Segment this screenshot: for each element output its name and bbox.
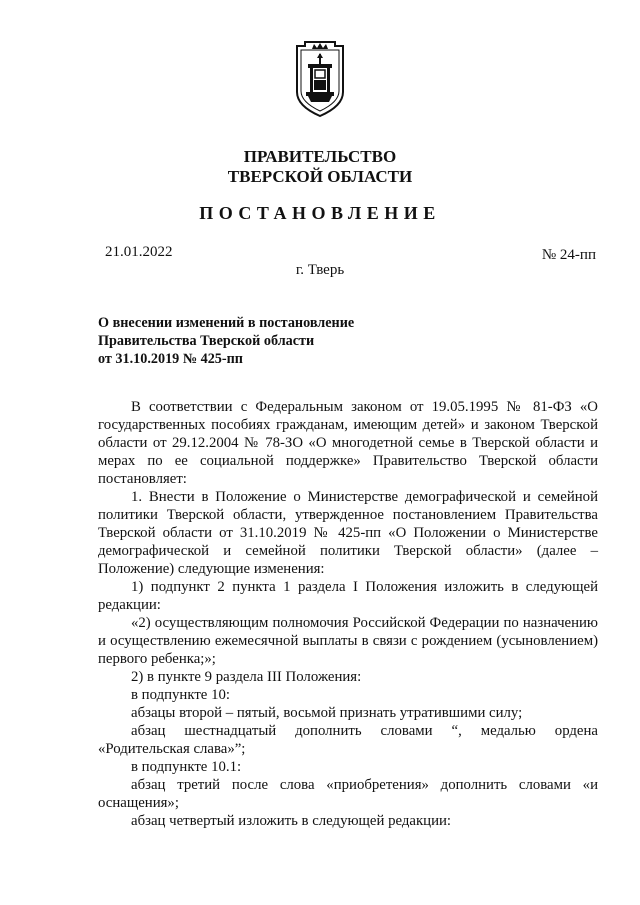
document-type: ПОСТАНОВЛЕНИЕ	[199, 203, 441, 223]
organization-name-line2: ТВЕРСКОЙ ОБЛАСТИ	[227, 167, 413, 186]
item-1-2-paragraph: 2) в пункте 9 раздела III Положения:	[131, 669, 362, 685]
subitem-10-b-paragraph: абзац шестнадцатый дополнить словами “, медалью ордена «Родительская слава»”;	[98, 723, 598, 757]
subitem-10-paragraph: в подпункте 10:	[131, 687, 230, 703]
subject-line: от 31.10.2019 № 425-пп	[98, 351, 243, 367]
document-city: г. Тверь	[295, 262, 345, 278]
item-1-paragraph: 1. Внести в Положение о Министерстве демографической и семейной политики Тверской области, утвержденное постановлением Правительства Тверской области от 31.10.2019 № 425-пп «О Положении о Министерстве демографической и семейной политики Тверской области» (далее – Положение) следующие изменения:	[98, 489, 598, 577]
organization-name-line1: ПРАВИТЕЛЬСТВО	[243, 147, 397, 166]
subitem-10-1-paragraph: в подпункте 10.1:	[131, 759, 242, 775]
coat-of-arms-icon	[295, 40, 345, 118]
document-number: № 24-пп	[541, 247, 596, 263]
document-date: 21.01.2022	[105, 244, 173, 260]
preamble-paragraph: В соответствии с Федеральным законом от 19.05.1995 № 81-ФЗ «О государственных пособиях гражданам, имеющим детей» и законом Тверской области от 29.12.2004 № 78-ЗО «О многодетной семье в Тверской области и мерах по ее социальной поддержке» Правительство Тверской области постановляет:	[98, 399, 598, 487]
subitem-10-a-paragraph: абзацы второй – пятый, восьмой признать утратившими силу;	[131, 705, 523, 721]
subitem-10-1-b-paragraph: абзац четвертый изложить в следующей редакции:	[131, 813, 452, 829]
document-body	[98, 398, 598, 830]
subject-line: Правительства Тверской области	[98, 333, 315, 349]
quoted-text-paragraph: «2) осуществляющим полномочия Российской Федерации по назначению и осуществлению ежемесячной выплаты в связи с рождением (усыновлением) первого ребенка;»;	[98, 615, 598, 667]
subitem-10-1-a-paragraph: абзац третий после слова «приобретения» дополнить словами «и оснащения»;	[98, 777, 598, 811]
item-1-1-paragraph: 1) подпункт 2 пункта 1 раздела I Положения изложить в следующей редакции:	[98, 579, 598, 613]
subject-line: О внесении изменений в постановление	[98, 315, 355, 331]
document-subject	[98, 314, 418, 368]
